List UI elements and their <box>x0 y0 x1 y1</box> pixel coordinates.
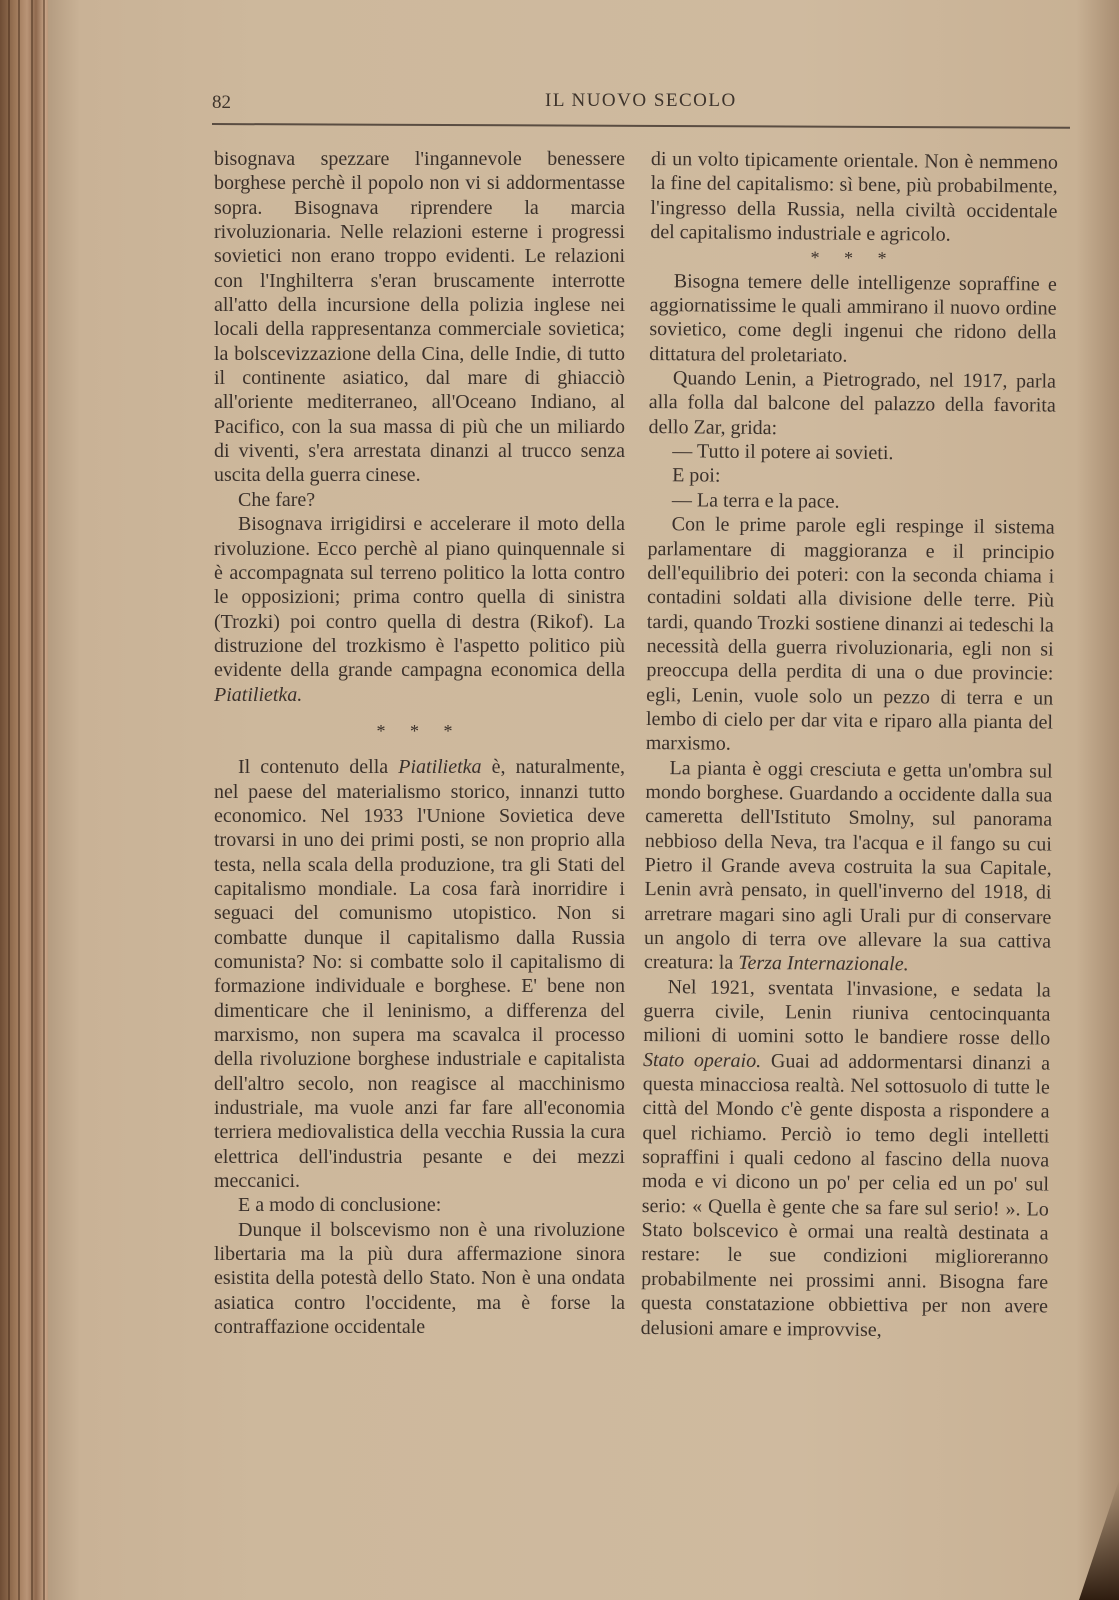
paragraph: Quando Lenin, a Pietrogrado, nel 1917, parla alla folla dal balcone del palazzo della favorita dello Zar, grida: <box>648 367 1057 439</box>
section-separator: * * * <box>376 720 463 741</box>
paragraph: Bisogna temere delle intelligenze sopraffine e aggiornatissime le quali ammirano il nuovo ordine sovietico, come degli ingenui che ridono della dittatura del proletariato. <box>649 269 1057 367</box>
quote-line: — La terra e la pace. <box>671 489 840 513</box>
italic-term: Stato operaio. <box>642 1048 762 1072</box>
italic-term: Piatilietka. <box>214 683 303 706</box>
page-number: 82 <box>212 92 231 113</box>
paragraph-text: è, naturalmente, nel paese del materialismo storico, innanzi tutto economico. Nel 1933 l'Unione Sovietica deve trovarsi in uno dei primi posti, se non proprio alla testa, nella scala della produzione, tra gli Stati del capitalismo mondiale. La cosa farà inorridire i seguaci del comunismo utopistico. Non si combatte dunque il capitalismo dalla Russia comunista? No: si combatte solo il capitalismo di formazione individuale e borghese. E' bene non dimenticare che il leninismo, a differenza del marxismo, non supera ma scavalca il processo della rivoluzione borghese industriale e capitalista dell'altro secolo, non reagisce al macchinismo industriale, ma vuole anzi far fare all'economia terriera mediovalistica della vecchia Russia la cura elettrica dell'industria pesante e dei mezzi meccanici. <box>214 756 625 1193</box>
paragraph: bisognava spezzare l'ingannevole benessere borghese perchè il popolo non vi si addormentasse sopra. Bisognava riprendere la marcia rivoluzionaria. Nelle relazioni esterne i progressi sovietici non erano troppo evidenti. Le relazioni con l'Inghilterra s'eran bruscamente interrotte all'atto della incursione della polizia inglese nei locali della rappresentanza commerciale sovietica; la bolscevizzazione della Cina, delle Indie, di tutto il continente asiatico, dal mare di ghiacciò all'oriente mediterraneo, all'Oceano Indiano, al Pacifico, con la sua massa di più che un miliardo di viventi, s'era arrestata dinanzi al trucco senza uscita della guerra cinese. <box>214 148 625 487</box>
paragraph: Che fare? <box>238 488 316 511</box>
paragraph: Dunque il bolscevismo non è una rivoluzione libertaria ma la più dura affermazione sinora esistita della potestà dello Stato. Non è una ondata asiatica contro l'occidente, ma è forse la contraffazione occidentale <box>214 1218 625 1339</box>
section-separator: * * * <box>810 247 897 269</box>
page-corner-shadow <box>1079 1480 1119 1600</box>
paragraph: E a modo di conclusione: <box>238 1194 442 1217</box>
right-column <box>641 147 1058 1343</box>
paragraph: Con le prime parole egli respinge il sistema parlamentare di maggioranza e il principio dell'equilibrio dei poteri: con la seconda chiama i contadini soldati alla divisione delle terre. Più tardi, quando Trozki sostiene dinanzi ai tedeschi la necessità della guerra rivoluzionaria, egli non si preoccupa della perdita di una o due provincie: egli, Lenin, vuole solo un pezzo di terra e un lembo di cielo per dar vita e riparo alla pianta del marxismo. <box>645 513 1055 755</box>
page-header <box>212 88 1072 118</box>
italic-term: Piatilietka <box>398 756 482 779</box>
paragraph <box>214 755 625 1193</box>
paragraph <box>644 756 1053 979</box>
paragraph <box>641 975 1051 1344</box>
paragraph: E poi: <box>672 464 721 488</box>
paragraph-text: Bisognava irrigidirsi e accelerare il moto della rivoluzione. Ecco perchè al piano quinquennale si è accompagnata sul terreno politico la lotta contro le opposizioni; prima contro quella di sinistra (Trozki) poi contro quella di destra (Rikof). La distruzione del trozkismo è l'aspetto politico più evidente della grande campagna economica della <box>214 513 625 682</box>
paragraph: di un volto tipicamente orientale. Non è nemmeno la fine del capitalismo: sì bene, più probabilmente, l'ingresso della Russia, nella civiltà occidentale del capitalismo industriale e agricolo. <box>650 147 1058 246</box>
italic-term: Terza Internazionale. <box>738 952 909 976</box>
left-column <box>214 147 625 1340</box>
paragraph <box>214 512 625 707</box>
running-title: IL NUOVO SECOLO <box>545 90 737 111</box>
paragraph-text: Il contenuto della <box>238 756 399 779</box>
paragraph-text: Guai ad addormentarsi dinanzi a questa minacciosa realtà. Nel sottosuolo di tutte le città del Mondo c'è gente disposta a rispondere a quel richiamo. Perciò io temo degli intelletti sopraffini i quali cedono al fascino della nuova moda e vi dicono un po' per celia ed un po' sul serio: « Quella è gente che sa fare sul serio! ». Lo Stato bolscevico è ormai una realtà destinata a restare: le sue condizioni miglioreranno probabilmente nei prossimi anni. Bisogna fare questa constatazione obbiettiva per non avere delusioni amare e improvvise, <box>640 1049 1051 1341</box>
paragraph-text: Nel 1921, sventata l'invasione, e sedata la guerra civile, Lenin riuniva centocinquanta milioni di uomini sotto le bandiere rosse dello <box>643 975 1051 1050</box>
paragraph-text: La pianta è oggi cresciuta e getta un'ombra sul mondo borghese. Guardando a occidente dalla sua cameretta dell'Istituto Smolny, sul panorama nebbioso della Neva, tra l'acqua e il fango su cui Pietro il Grande aveva costruita la sua Capitale, Lenin avrà pensato, in quell'inverno del 1918, di arretrare magari sino agli Urali pur di conservare un angolo di terra ove allevare la sua cattiva creatura: la <box>643 756 1053 975</box>
quote-line: — Tutto il potere ai sovieti. <box>672 440 894 465</box>
